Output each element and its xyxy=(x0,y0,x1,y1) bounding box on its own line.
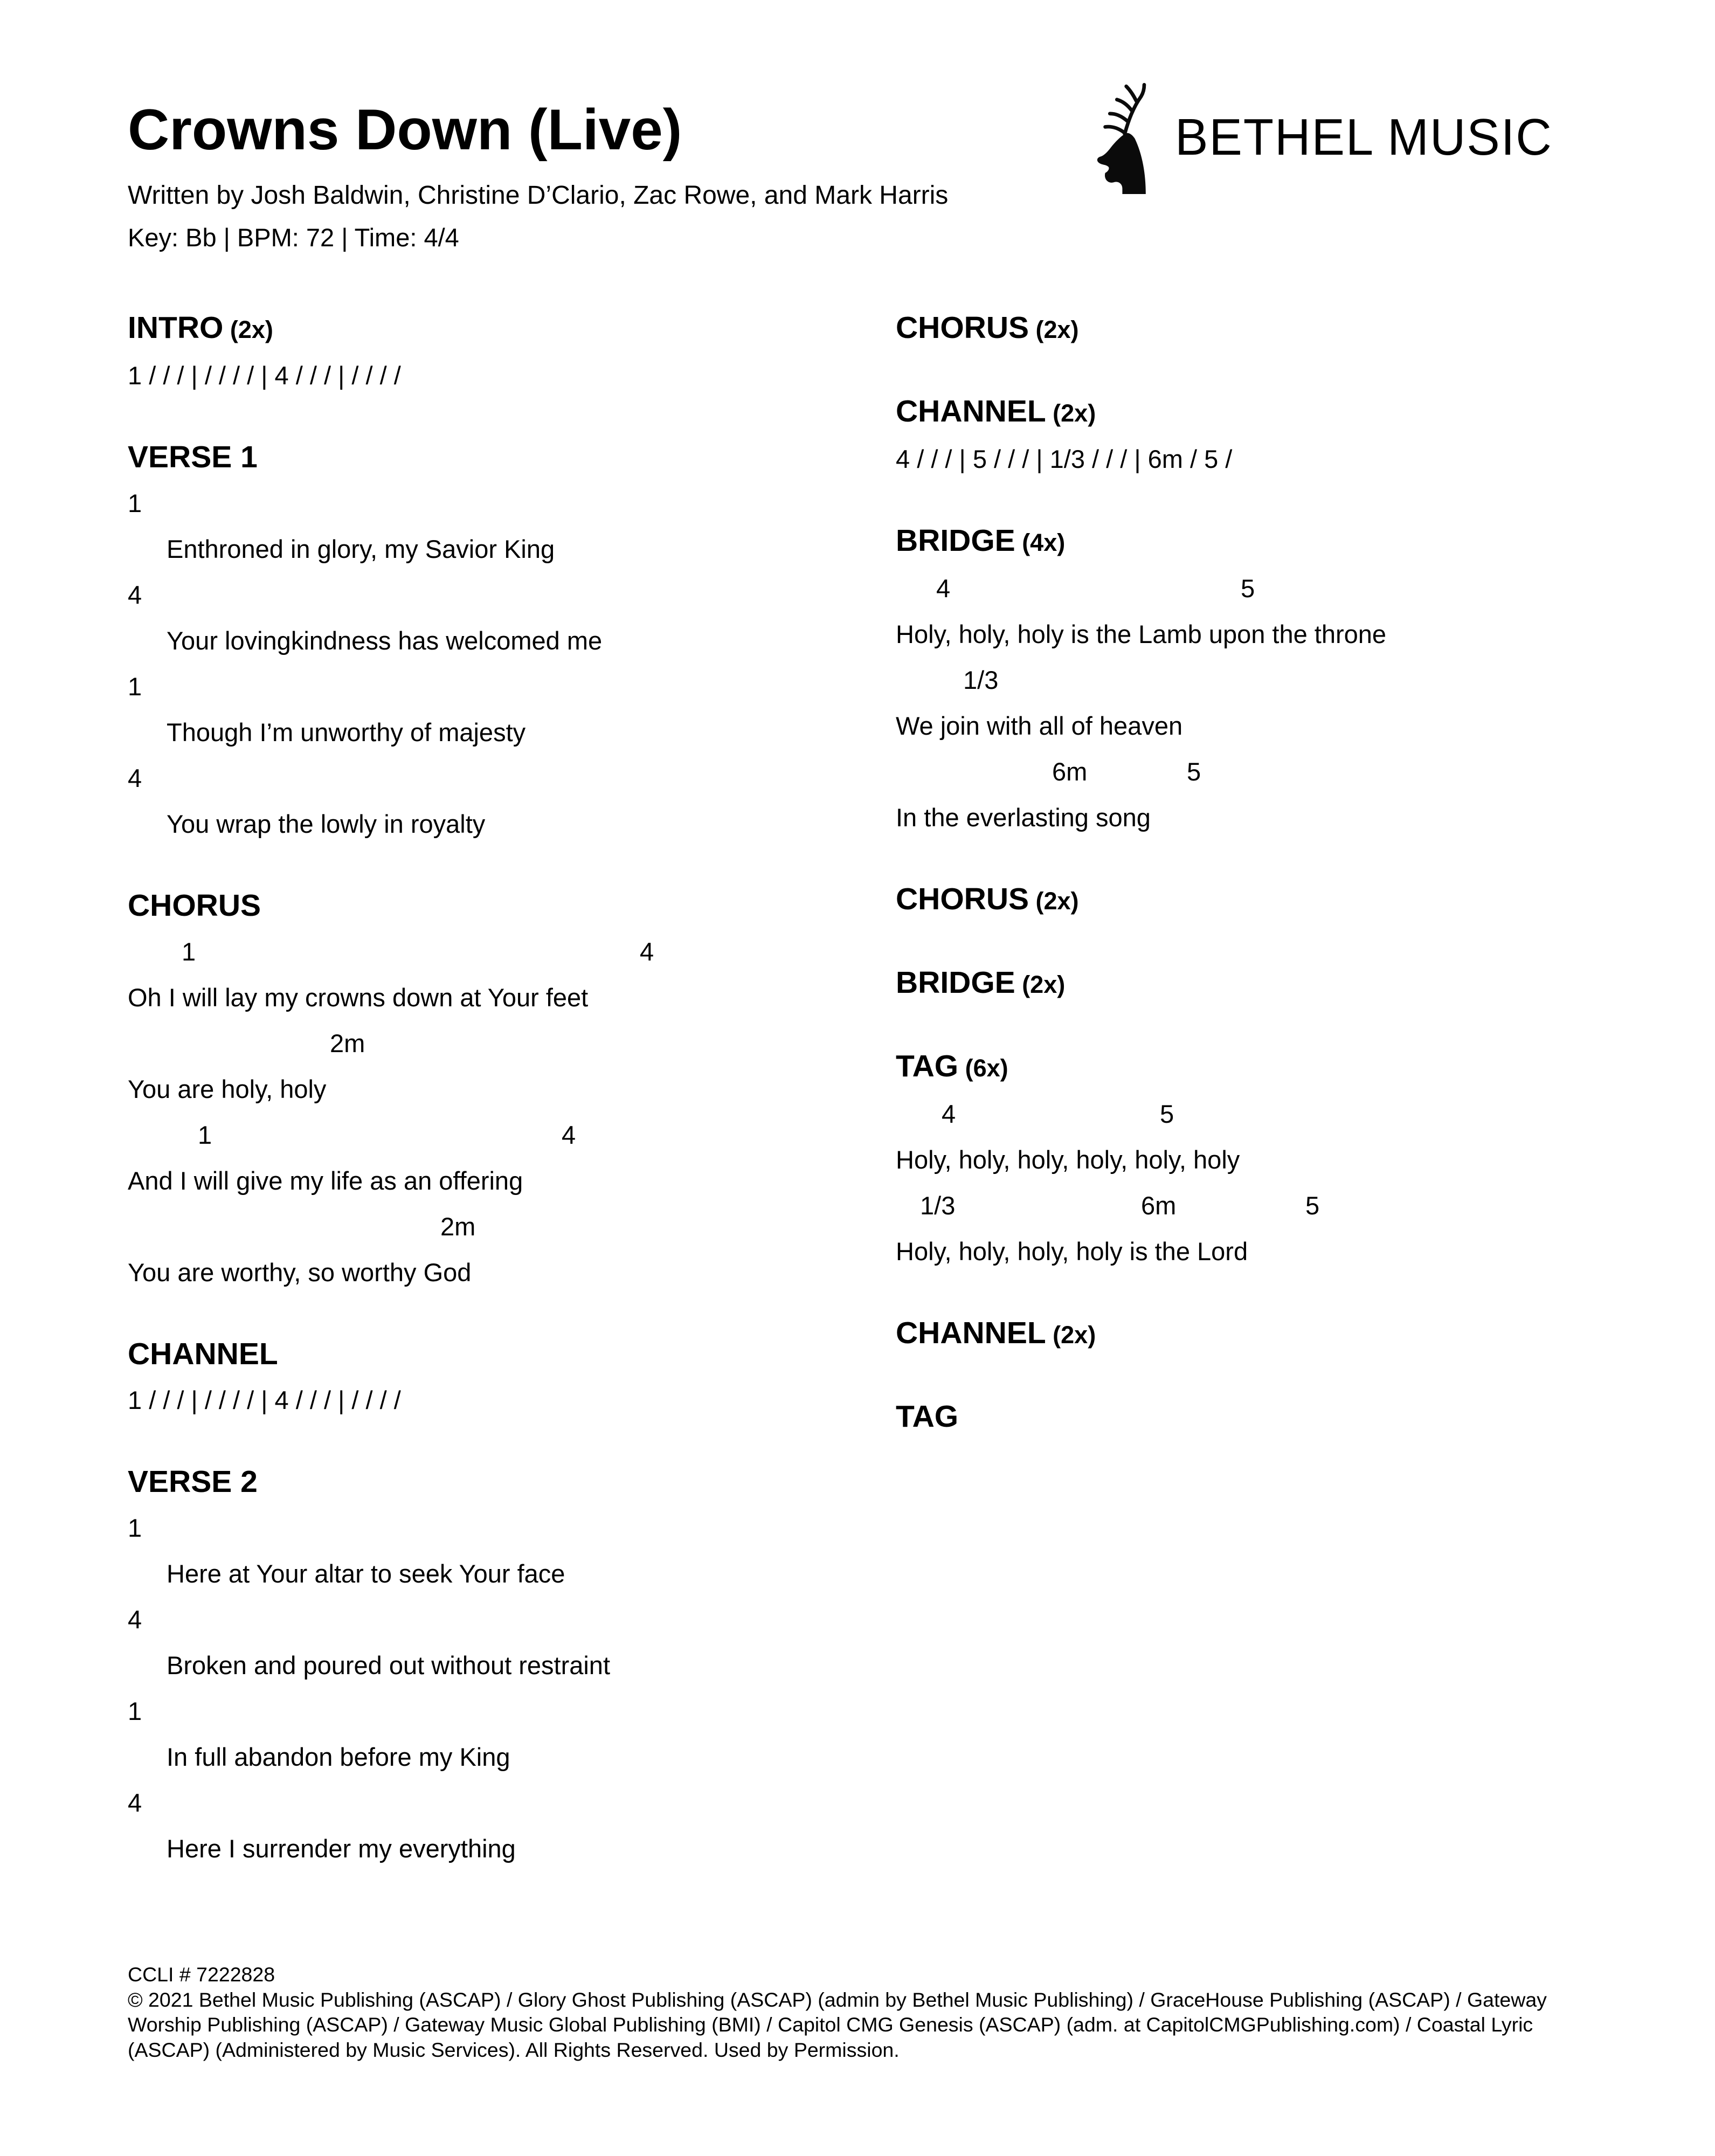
section-label: TAG xyxy=(896,1399,959,1434)
chord: 5 xyxy=(1160,1100,1174,1129)
lyric-line: Oh I will lay my crowns down at Your feet xyxy=(128,983,589,1012)
section-label: CHANNEL xyxy=(896,394,1046,429)
chord: 4 xyxy=(942,1100,956,1129)
lyric-line: Your lovingkindness has welcomed me xyxy=(167,626,603,655)
chord-line xyxy=(128,1020,896,1066)
written-by-line: Written by Josh Baldwin, Christine D’Clario, Zac Rowe, and Mark Harris xyxy=(128,181,949,210)
section-heading xyxy=(128,1459,896,1505)
section-channel xyxy=(896,389,1591,482)
chord-line xyxy=(128,572,896,618)
section-heading xyxy=(896,1310,1591,1358)
section-intro xyxy=(128,305,896,398)
section-label: INTRO xyxy=(128,310,224,345)
section-heading xyxy=(128,1331,896,1377)
section-label: CHANNEL xyxy=(896,1316,1046,1351)
lyric-line: You are worthy, so worthy God xyxy=(128,1258,472,1287)
section-repeat-count: (2x) xyxy=(1029,887,1079,915)
section-chorus xyxy=(896,876,1591,924)
lyric-line: Though I’m unworthy of majesty xyxy=(167,718,526,747)
section-heading xyxy=(896,305,1591,353)
deer-antlers-icon xyxy=(1082,81,1160,194)
chart-body xyxy=(128,305,1591,1871)
header xyxy=(128,94,1591,254)
copyright-text: © 2021 Bethel Music Publishing (ASCAP) / Glory Ghost Publishing (ASCAP) (admin by Bethel Music Publishing) / GraceHouse Publishing (ASCAP) / Gateway Worship Publishing (ASCAP) / Gateway Music Global Publishing (BMI) / Capitol CMG Genesis (ASCAP) (adm. at CapitolCMGPublishing.com) / Coastal Lyric (ASCAP) (Administered by Music Services). All Rights Reserved. Used by Permission. xyxy=(128,1988,1547,2061)
chord: 4 xyxy=(128,764,142,793)
chord: 5 xyxy=(1241,574,1255,603)
section-channel xyxy=(896,1310,1591,1358)
section-label: CHORUS xyxy=(896,882,1029,917)
section-heading xyxy=(896,518,1591,565)
section-repeat-count: (2x) xyxy=(1046,1321,1096,1349)
lyric-line: Holy, holy, holy is the Lamb upon the throne xyxy=(896,620,1387,649)
section-heading xyxy=(896,876,1591,924)
chord: 1 xyxy=(128,1697,142,1726)
section-label: VERSE 1 xyxy=(128,440,258,475)
chord-line xyxy=(128,755,896,801)
section-repeat-count: (2x) xyxy=(223,316,273,344)
chord-line xyxy=(128,1112,896,1158)
section-label: VERSE 2 xyxy=(128,1464,258,1499)
section-repeat-count: (6x) xyxy=(958,1054,1008,1082)
ccli-number: CCLI # 7222828 xyxy=(128,1963,275,1986)
section-chorus xyxy=(128,883,896,1295)
section-tag xyxy=(896,1394,1591,1440)
lyric-line: Holy, holy, holy, holy is the Lord xyxy=(896,1237,1248,1266)
chord-line xyxy=(128,929,896,975)
section-label: BRIDGE xyxy=(896,523,1015,558)
chord-line xyxy=(896,565,1591,611)
bars-line: 4 / / / | 5 / / / | 1/3 / / / | 6m / 5 / xyxy=(896,445,1233,474)
lyric-line: We join with all of heaven xyxy=(896,711,1183,741)
lyric-line: Enthroned in glory, my Savior King xyxy=(167,535,555,564)
chord: 1 xyxy=(128,1514,142,1543)
logo-wordmark: BETHEL MUSIC xyxy=(1175,108,1553,166)
bethel-music-logo xyxy=(1082,81,1568,194)
chord: 6m xyxy=(1052,757,1088,786)
section-label: TAG xyxy=(896,1049,959,1084)
section-heading xyxy=(896,389,1591,436)
chord-line xyxy=(128,664,896,709)
lyric-line: In the everlasting song xyxy=(896,803,1151,832)
section-verse-1 xyxy=(128,434,896,847)
section-label: BRIDGE xyxy=(896,965,1015,1000)
lyric-line: And I will give my life as an offering xyxy=(128,1166,523,1196)
section-heading xyxy=(128,305,896,353)
section-chorus xyxy=(896,305,1591,353)
footer xyxy=(128,1962,1596,2062)
chord-line xyxy=(896,657,1591,703)
section-label: CHORUS xyxy=(128,888,261,923)
chord: 1 xyxy=(128,489,142,518)
bars-line: 1 / / / | / / / / | 4 / / / | / / / / xyxy=(128,361,401,390)
section-heading xyxy=(896,1394,1591,1440)
chord: 4 xyxy=(640,937,654,966)
section-bridge xyxy=(896,518,1591,840)
section-repeat-count: (2x) xyxy=(1046,399,1096,427)
section-repeat-count: (2x) xyxy=(1029,316,1079,344)
chord: 4 xyxy=(128,581,142,610)
chord-line xyxy=(128,1780,896,1826)
section-heading xyxy=(128,434,896,480)
section-label: CHORUS xyxy=(896,310,1029,345)
chord: 1 xyxy=(198,1121,212,1150)
key-bpm-time-line: Key: Bb | BPM: 72 | Time: 4/4 xyxy=(128,223,459,252)
chord-line xyxy=(128,1204,896,1249)
section-tag xyxy=(896,1044,1591,1274)
right-column xyxy=(896,305,1591,1871)
section-label: CHANNEL xyxy=(128,1337,278,1372)
chord-line xyxy=(128,1597,896,1642)
chord-line xyxy=(896,1183,1591,1228)
section-repeat-count: (4x) xyxy=(1015,529,1066,557)
chord-line xyxy=(128,480,896,526)
section-verse-2 xyxy=(128,1459,896,1871)
chord-line xyxy=(896,749,1591,794)
lyric-line: In full abandon before my King xyxy=(167,1743,510,1772)
chord-line xyxy=(128,1688,896,1734)
chord: 2m xyxy=(440,1212,476,1241)
bars-line: 1 / / / | / / / / | 4 / / / | / / / / xyxy=(128,1386,401,1415)
section-heading xyxy=(896,960,1591,1007)
chord: 4 xyxy=(128,1788,142,1818)
chord: 4 xyxy=(936,574,951,603)
chord: 1 xyxy=(128,672,142,701)
lyric-line: Here at Your altar to seek Your face xyxy=(167,1559,565,1588)
chord: 1/3 xyxy=(920,1191,956,1220)
chord-line xyxy=(896,1091,1591,1137)
chord: 4 xyxy=(128,1605,142,1634)
lyric-line: Holy, holy, holy, holy, holy, holy xyxy=(896,1145,1240,1174)
chord: 6m xyxy=(1141,1191,1177,1220)
chord: 5 xyxy=(1187,757,1201,786)
lyric-line: Here I surrender my everything xyxy=(167,1834,516,1863)
chord: 5 xyxy=(1305,1191,1320,1220)
section-bridge xyxy=(896,960,1591,1007)
lyric-line: You are holy, holy xyxy=(128,1075,327,1104)
left-column xyxy=(128,305,896,1871)
section-repeat-count: (2x) xyxy=(1015,971,1066,999)
section-heading xyxy=(128,883,896,929)
chord-line xyxy=(128,1505,896,1551)
section-channel xyxy=(128,1331,896,1423)
lyric-line: Broken and poured out without restraint xyxy=(167,1651,611,1680)
chord: 1/3 xyxy=(963,666,999,695)
chord: 2m xyxy=(330,1029,365,1058)
section-heading xyxy=(896,1044,1591,1091)
song-title: Crowns Down (Live) xyxy=(128,97,682,162)
chord: 4 xyxy=(562,1121,576,1150)
chord: 1 xyxy=(182,937,196,966)
lyric-line: You wrap the lowly in royalty xyxy=(167,810,486,839)
